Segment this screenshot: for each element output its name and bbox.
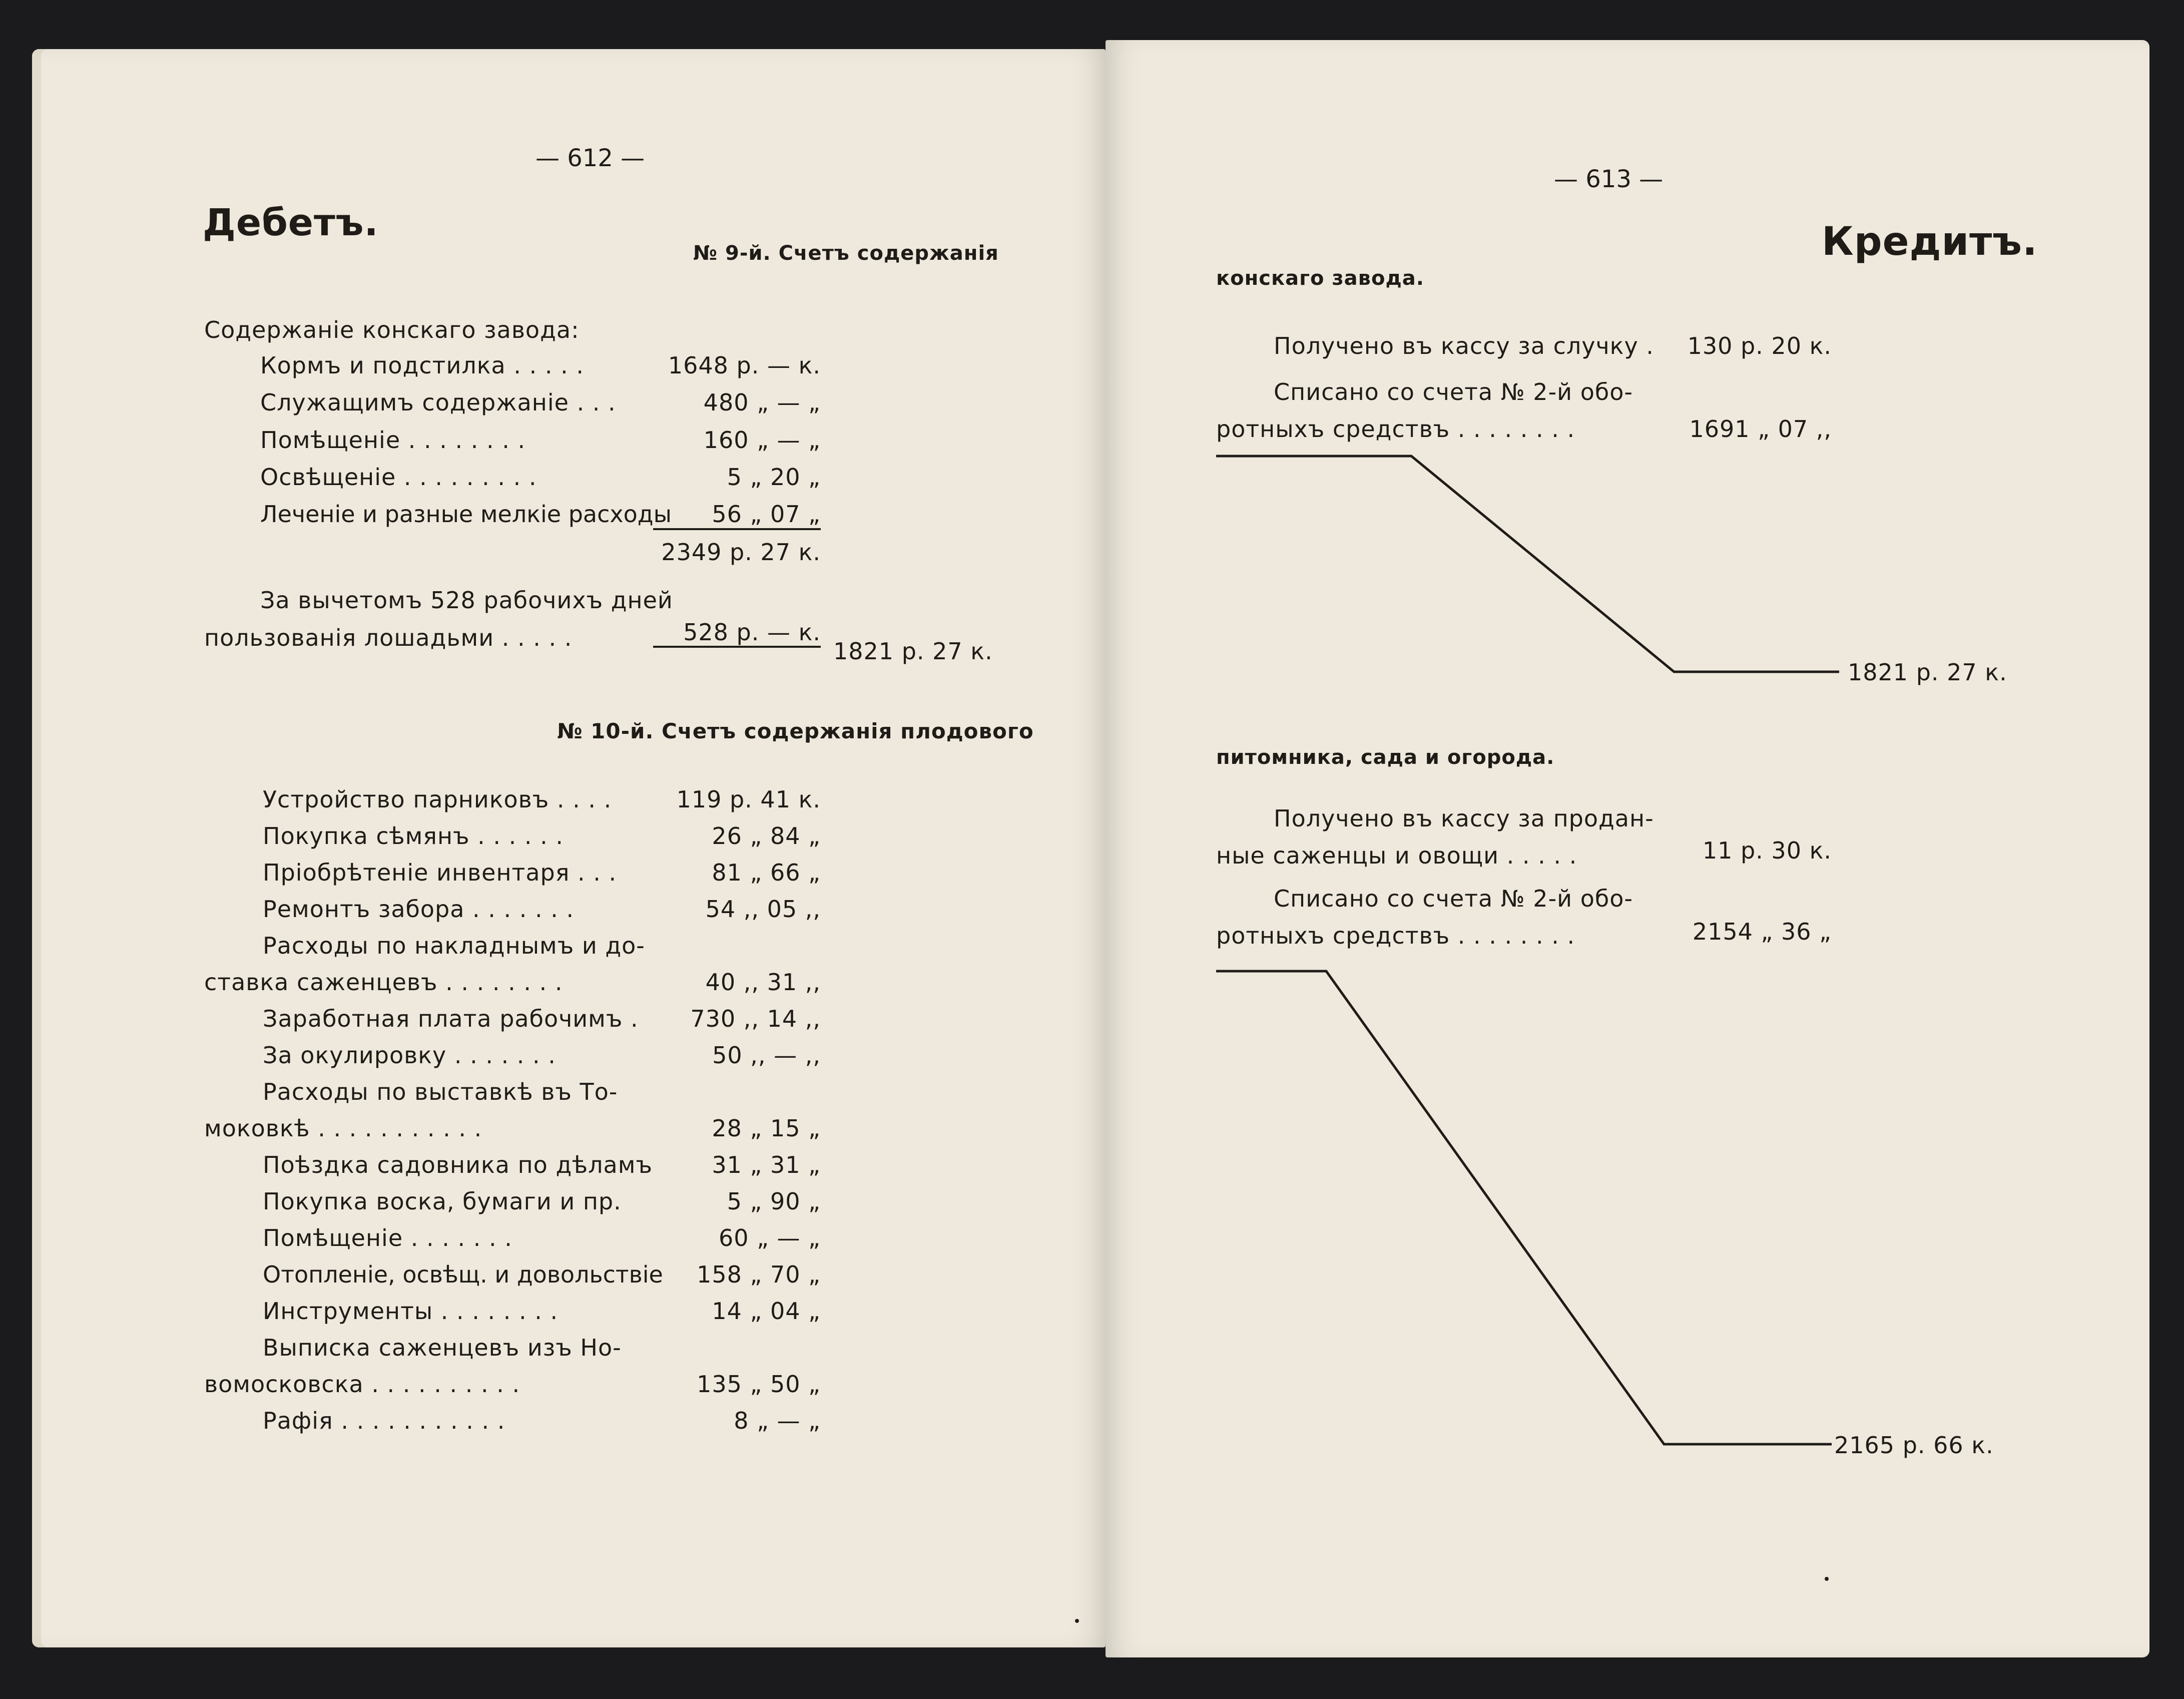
list-item-label: Ремонтъ забора . . . . . . . — [263, 896, 575, 923]
credit10-line1-label-b: ные саженцы и овощи . . . . . — [1216, 842, 1577, 869]
credit9-line1-amount: 130 р. 20 к. — [1687, 332, 1832, 359]
list-item-label: Заработная плата рабочимъ . — [263, 1005, 639, 1032]
list-item-label: Освѣщеніе . . . . . . . . . — [260, 464, 537, 491]
page-number-right: — 613 — — [1554, 165, 1664, 193]
list-item-label: Выписка саженцевъ изъ Но- — [263, 1334, 622, 1361]
deduction-amount: 528 р. — к. — [683, 619, 821, 646]
account9-subtotal: 2349 р. 27 к. — [661, 539, 821, 566]
list-item-label: Пріобрѣтеніе инвентаря . . . — [263, 859, 617, 886]
account9-heading-right: конскаго завода. — [1216, 267, 1424, 290]
account9-credit-total: 1821 р. 27 к. — [1848, 659, 2007, 686]
credit10-line2-amount: 2154 „ 36 „ — [1692, 918, 1832, 945]
list-item-amount: 1648 р. — к. — [668, 352, 821, 379]
list-item-amount: 54 ,, 05 ,, — [705, 896, 821, 923]
list-item-label: Помѣщеніе . . . . . . . — [263, 1224, 512, 1251]
list-item-label: вомосковска . . . . . . . . . . — [204, 1371, 520, 1398]
list-item-amount: 50 ,, — ,, — [712, 1042, 821, 1069]
list-item-label: Поѣздка садовника по дѣламъ — [263, 1151, 653, 1178]
account10-heading-left: № 10-й. Счетъ содержанія плодового — [557, 719, 1034, 743]
credit10-line1-label-a: Получено въ кассу за продан- — [1274, 805, 1654, 832]
list-item-label: Кормъ и подстилка . . . . . — [260, 352, 584, 379]
list-item-label: Инструменты . . . . . . . . — [263, 1298, 559, 1325]
credit-title: Кредитъ. — [1822, 219, 2038, 264]
page-number-left: — 612 — — [535, 144, 645, 172]
account9-debit-total: 1821 р. 27 к. — [833, 638, 993, 665]
list-item-amount: 119 р. 41 к. — [676, 786, 821, 813]
list-item-amount: 14 „ 04 „ — [712, 1298, 821, 1325]
credit9-line1-label: Получено въ кассу за случку . — [1274, 332, 1654, 359]
credit9-line2-label-a: Списано со счета № 2-й обо- — [1274, 378, 1633, 405]
balance-line-account10 — [1216, 971, 1832, 1444]
list-item-label: Леченіе и разные мелкіе расходы — [260, 501, 672, 528]
list-item-label: Рафія . . . . . . . . . . . — [263, 1407, 505, 1434]
list-item-label: Служащимъ содержаніе . . . — [260, 389, 616, 416]
list-item-label: Отопленіе, освѣщ. и довольствіе — [263, 1261, 663, 1288]
list-item-amount: 5 „ 20 „ — [727, 464, 821, 491]
debit-title: Дебетъ. — [203, 201, 379, 244]
list-item-label: Покупка сѣмянъ . . . . . . — [263, 822, 564, 850]
list-item-amount: 480 „ — „ — [703, 389, 821, 416]
deduction-line-1: За вычетомъ 528 рабочихъ дней — [260, 587, 673, 614]
credit10-line1-amount: 11 р. 30 к. — [1702, 837, 1832, 864]
list-item-label: Покупка воска, бумаги и пр. — [263, 1188, 622, 1215]
list-item-amount: 28 „ 15 „ — [712, 1115, 821, 1142]
page-speck — [1825, 1577, 1829, 1581]
list-item-amount: 160 „ — „ — [703, 427, 821, 454]
list-item-label: моковкѣ . . . . . . . . . . . — [204, 1115, 482, 1142]
list-item-label: Расходы по выставкѣ въ То- — [263, 1078, 618, 1105]
list-item-amount: 135 „ 50 „ — [697, 1371, 821, 1398]
list-item-amount: 730 ,, 14 ,, — [690, 1005, 821, 1032]
list-item-amount: 158 „ 70 „ — [697, 1261, 821, 1288]
account10-heading-right: питомника, сада и огорода. — [1216, 746, 1555, 769]
account10-credit-total: 2165 р. 66 к. — [1834, 1432, 1994, 1459]
list-item-amount: 56 „ 07 „ — [712, 501, 821, 528]
list-item-label: Помѣщеніе . . . . . . . . — [260, 427, 526, 454]
page-speck — [1075, 1619, 1079, 1623]
list-item-amount: 31 „ 31 „ — [712, 1151, 821, 1178]
credit9-line2-amount: 1691 „ 07 ,, — [1689, 415, 1832, 443]
list-item-label: ставка саженцевъ . . . . . . . . — [204, 969, 563, 996]
account9-subheading: Содержаніе конскаго завода: — [204, 316, 580, 343]
list-item-label: Расходы по накладнымъ и до- — [263, 932, 645, 959]
list-item-amount: 81 „ 66 „ — [712, 859, 821, 886]
list-item-amount: 40 ,, 31 ,, — [705, 969, 821, 996]
credit10-line2-label-a: Списано со счета № 2-й обо- — [1274, 885, 1633, 912]
list-item-label: За окулировку . . . . . . . — [263, 1042, 556, 1069]
list-item-amount: 8 „ — „ — [734, 1407, 821, 1434]
list-item-label: Устройство парниковъ . . . . — [263, 786, 612, 813]
list-item-amount: 60 „ — „ — [718, 1224, 821, 1251]
list-item-amount: 26 „ 84 „ — [712, 822, 821, 850]
list-item-amount: 5 „ 90 „ — [727, 1188, 821, 1215]
credit9-line2-label-b: ротныхъ средствъ . . . . . . . . — [1216, 415, 1575, 443]
account9-heading-left: № 9-й. Счетъ содержанія — [693, 242, 999, 265]
balance-line-account9 — [1216, 456, 1839, 672]
credit10-line2-label-b: ротныхъ средствъ . . . . . . . . — [1216, 922, 1575, 949]
deduction-line-2: пользованія лошадьми . . . . . — [204, 624, 573, 651]
